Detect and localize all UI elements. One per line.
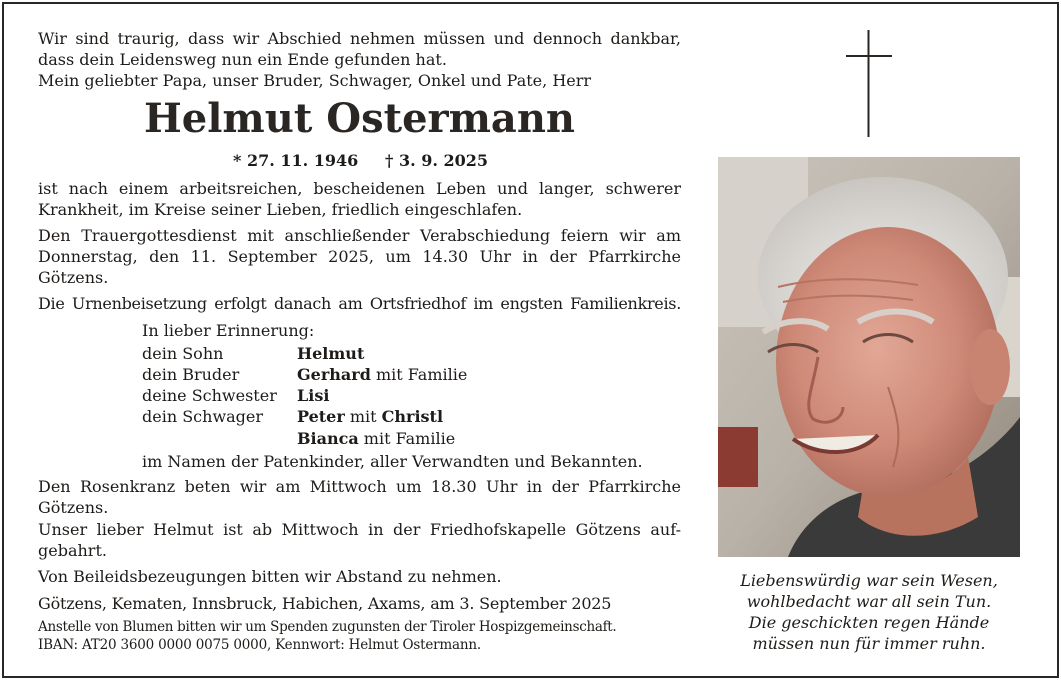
body-line-5: Götzens. (38, 268, 109, 287)
closing-line-4: gebahrt. (38, 541, 107, 560)
family-member: Helmut (297, 344, 365, 363)
body-line-3: Den Trauergottesdienst mit anschließender Verabschiedung feiern wir am (38, 226, 681, 245)
body-line-4: Donnerstag, den 11. September 2025, um 14.30 Uhr in der Pfarrkirche (38, 247, 681, 266)
family-member: Lisi (297, 386, 330, 405)
closing-line-5: Von Beileidsbezeugungen bitten wir Abstand zu nehmen. (38, 567, 502, 586)
closing-line-1: Den Rosenkranz beten wir am Mittwoch um 18.30 Uhr in der Pfarrkirche (38, 477, 681, 496)
verse-line: müssen nun für immer ruhn. (752, 634, 986, 653)
deceased-name: Helmut Ostermann (143, 95, 575, 142)
on-behalf-line: im Namen der Patenkinder, aller Verwandten und Bekannten. (142, 452, 643, 471)
intro-line-2: dass dein Leidensweg nun ein Ende gefunden hat. (38, 50, 447, 69)
memory-heading: In lieber Erinnerung: (142, 321, 315, 340)
memorial-verse (718, 570, 1020, 654)
family-member: Peter mit Christl (297, 407, 444, 426)
body-line-1: ist nach einem arbeitsreichen, bescheidenen Leben und langer, schwerer (38, 179, 681, 198)
verse-line: Liebenswürdig war sein Wesen, (740, 571, 998, 590)
donation-line-1: Anstelle von Blumen bitten wir um Spenden zugunsten der Tiroler Hospizgemeinschaft. (38, 619, 617, 635)
family-member: Bianca mit Familie (297, 429, 456, 448)
birth-date: * 27. 11. 1946 (233, 151, 359, 170)
verse-line: Die geschickten regen Hände (748, 613, 990, 632)
iban-line: IBAN: AT20 3600 0000 0075 0000, Kennwort: Helmut Ostermann. (38, 637, 481, 653)
verse-line: wohlbedacht war all sein Tun. (746, 592, 992, 611)
closing-line-2: Götzens. (38, 498, 109, 517)
family-relation: dein Sohn (142, 344, 224, 363)
family-relation: dein Schwager (142, 407, 264, 426)
closing-line-3: Unser lieber Helmut ist ab Mittwoch in der Friedhofskapelle Götzens auf- (38, 520, 681, 539)
intro-line-1: Wir sind traurig, dass wir Abschied nehmen müssen und dennoch dankbar, (38, 29, 681, 48)
family-relation: dein Bruder (142, 365, 240, 384)
portrait-photo (718, 157, 1020, 557)
family-member: Gerhard mit Familie (297, 365, 468, 384)
family-relation: deine Schwester (142, 386, 277, 405)
body-line-2: Krankheit, im Kreise seiner Lieben, friedlich eingeschlafen. (38, 200, 523, 219)
cross-icon (846, 30, 892, 137)
places-date-line: Götzens, Kematen, Innsbruck, Habichen, Axams, am 3. September 2025 (38, 594, 612, 613)
body-line-6: Die Urnenbeisetzung erfolgt danach am Ortsfriedhof im engsten Familienkreis. (38, 294, 681, 313)
intro-line-3: Mein geliebter Papa, unser Bruder, Schwager, Onkel und Pate, Herr (38, 71, 592, 90)
death-date: † 3. 9. 2025 (385, 151, 489, 170)
